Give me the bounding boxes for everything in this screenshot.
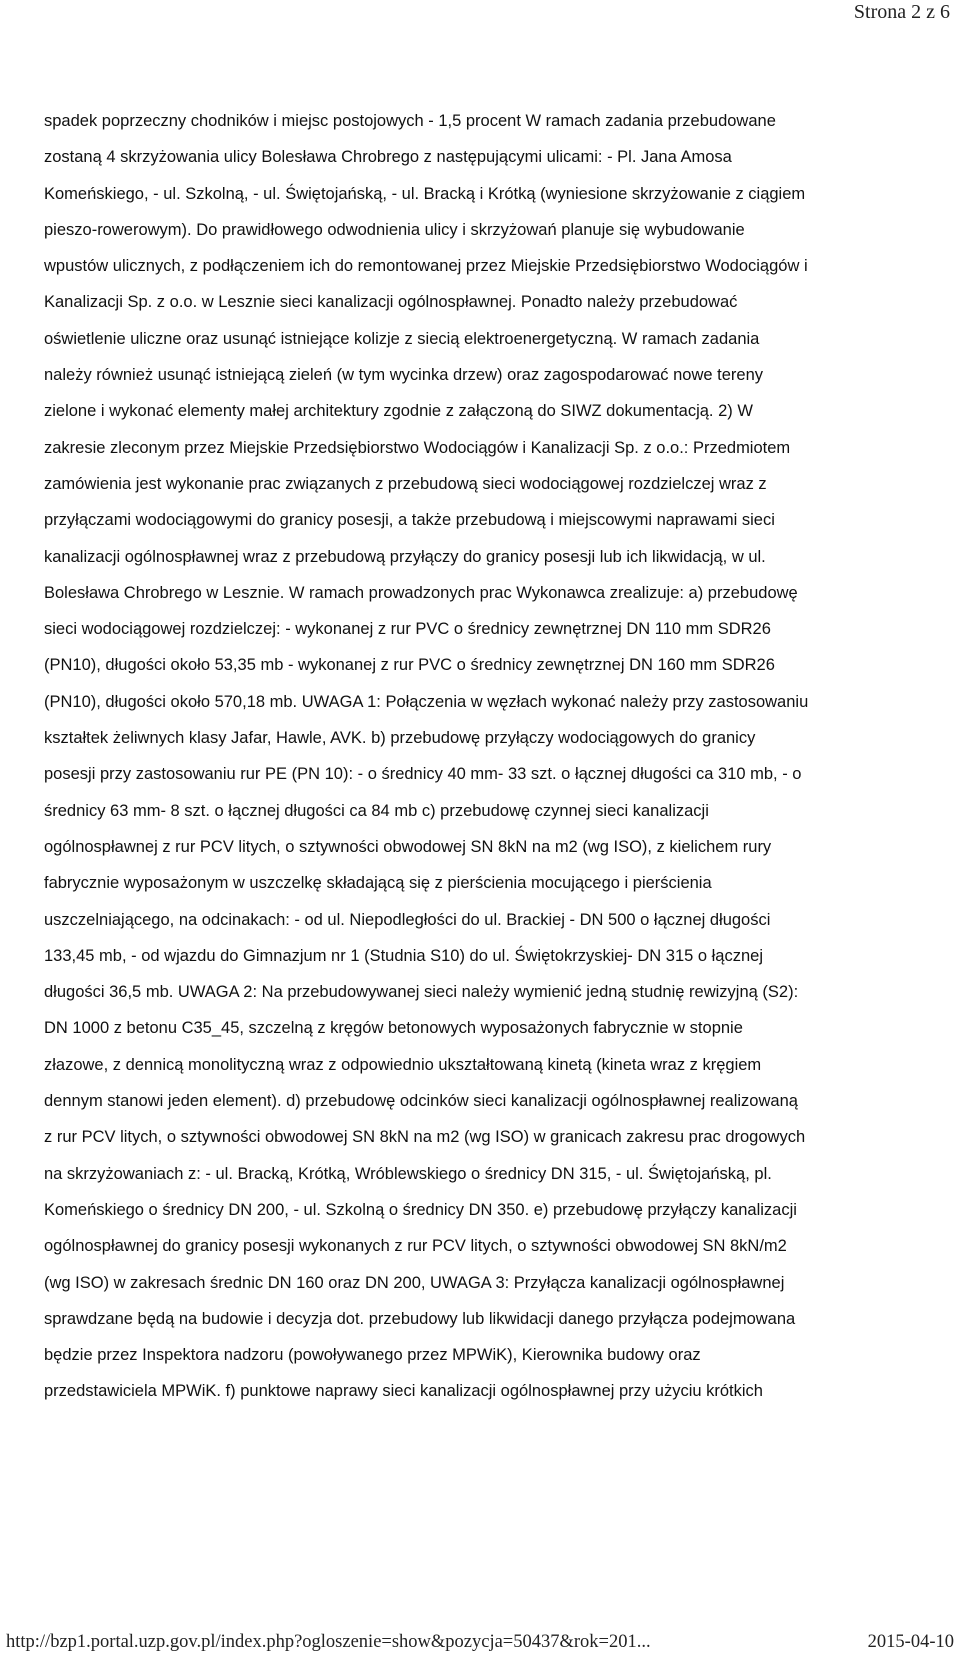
print-date: 2015-04-10 — [867, 1632, 954, 1652]
text-line: Kanalizacji Sp. z o.o. w Lesznie sieci kanalizacji ogólnospławnej. Ponadto należy przebudować — [44, 293, 738, 312]
document-body — [44, 103, 932, 1410]
text-line: dennym stanowi jeden element). d) przebudowę odcinków sieci kanalizacji ogólnospławnej realizowaną — [44, 1092, 798, 1111]
text-line: długości 36,5 mb. UWAGA 2: Na przebudowywanej sieci należy wymienić jedną studnię rewizyjną (S2): — [44, 983, 799, 1002]
text-line: na skrzyżowaniach z: - ul. Bracką, Krótką, Wróblewskiego o średnicy DN 315, - ul. Świętojańską, pl. — [44, 1164, 772, 1183]
text-line: zostaną 4 skrzyżowania ulicy Bolesława Chrobrego z następującymi ulicami: - Pl. Jana Amosa — [44, 148, 732, 167]
body-paragraph — [44, 103, 932, 1410]
text-line: (PN10), długości około 53,35 mb - wykonanej z rur PVC o średnicy zewnętrznej DN 160 mm SDR26 — [44, 656, 775, 675]
text-line: Komeńskiego o średnicy DN 200, - ul. Szkolną o średnicy DN 350. e) przebudowę przyłączy kanalizacji — [44, 1200, 797, 1219]
text-line: średnicy 63 mm- 8 szt. o łącznej długości ca 84 mb c) przebudowę czynnej sieci kanalizacji — [44, 801, 709, 820]
text-line: złazowe, z dennicą monolityczną wraz z odpowiednio ukształtowaną kinetą (kineta wraz z kręgiem — [44, 1055, 762, 1074]
text-line: kształtek żeliwnych klasy Jafar, Hawle, AVK. b) przebudowę przyłączy wodociągowych do granicy — [44, 729, 756, 748]
text-line: będzie przez Inspektora nadzoru (powoływanego przez MPWiK), Kierownika budowy oraz — [44, 1346, 701, 1365]
text-line: Bolesława Chrobrego w Lesznie. W ramach prowadzonych prac Wykonawca zrealizuje: a) przebudowę — [44, 583, 798, 602]
text-line: sieci wodociągowej rozdzielczej: - wykonanej z rur PVC o średnicy zewnętrznej DN 110 mm SDR26 — [44, 620, 771, 639]
text-line: pieszo-rowerowym). Do prawidłowego odwodnienia ulicy i skrzyżowań planuje się wybudowanie — [44, 220, 745, 239]
text-line: zamówienia jest wykonanie prac związanych z przebudową sieci wodociągowej rozdzielczej wraz z — [44, 474, 767, 493]
text-line: oświetlenie uliczne oraz usunąć istniejące kolizje z siecią elektroenergetyczną. W ramach zadania — [44, 329, 760, 348]
text-line: fabrycznie wyposażonym w uszczelkę składającą się z pierścienia mocującego i pierścienia — [44, 874, 712, 893]
text-line: sprawdzane będą na budowie i decyzja dot. przebudowy lub likwidacji danego przyłącza podejmowana — [44, 1309, 796, 1328]
text-line: ogólnospławnej do granicy posesji wykonanych z rur PCV litych, o sztywności obwodowej SN 8kN/m2 — [44, 1237, 787, 1256]
text-line: ogólnospławnej z rur PCV litych, o sztywności obwodowej SN 8kN na m2 (wg ISO), z kielichem rury — [44, 837, 772, 856]
text-line: (PN10), długości około 570,18 mb. UWAGA 1: Połączenia w węzłach wykonać należy przy zastosowaniu — [44, 692, 809, 711]
text-line: przedstawiciela MPWiK. f) punktowe naprawy sieci kanalizacji ogólnospławnej przy użyciu krótkich — [44, 1382, 763, 1401]
text-line: z rur PCV litych, o sztywności obwodowej SN 8kN na m2 (wg ISO) w granicach zakresu prac drogowych — [44, 1128, 806, 1147]
text-line: posesji przy zastosowaniu rur PE (PN 10): - o średnicy 40 mm- 33 szt. o łącznej długości ca 310 mb, - o — [44, 765, 802, 784]
text-line: Komeńskiego, - ul. Szkolną, - ul. Świętojańską, - ul. Bracką i Krótką (wyniesione skrzyżowanie z ciągiem — [44, 184, 806, 203]
text-line: DN 1000 z betonu C35_45, szczelną z kręgów betonowych wyposażonych fabrycznie w stopnie — [44, 1019, 743, 1038]
page-footer — [6, 1630, 954, 1654]
text-line: zielone i wykonać elementy małej architektury zgodnie z załączoną do SIWZ dokumentacją. 2) W — [44, 402, 753, 421]
text-line: należy również usunąć istniejącą zieleń (w tym wycinka drzew) oraz zagospodarować nowe tereny — [44, 366, 763, 385]
text-line: spadek poprzeczny chodników i miejsc postojowych - 1,5 procent W ramach zadania przebudowane — [44, 112, 776, 130]
text-line: zakresie zleconym przez Miejskie Przedsiębiorstwo Wodociągów i Kanalizacji Sp. z o.o.: Przedmiotem — [44, 438, 791, 457]
text-line: wpustów ulicznych, z podłączeniem ich do remontowanej przez Miejskie Przedsiębiorstwo Wodociągów i — [44, 257, 808, 276]
text-line: (wg ISO) w zakresach średnic DN 160 oraz DN 200, UWAGA 3: Przyłącza kanalizacji ogólnospławnej — [44, 1273, 785, 1292]
text-line: przyłączami wodociągowymi do granicy posesji, a także przebudową i miejscowymi naprawami sieci — [44, 511, 775, 530]
text-line: kanalizacji ogólnospławnej wraz z przebudową przyłączy do granicy posesji lub ich likwidacją, w ul. — [44, 547, 766, 566]
text-line: uszczelniającego, na odcinakach: - od ul. Niepodległości do ul. Brackiej - DN 500 o łącznej długości — [44, 910, 771, 929]
text-line: 133,45 mb, - od wjazdu do Gimnazjum nr 1 (Studnia S10) do ul. Świętokrzyskiej- DN 315 o łącznej — [44, 946, 764, 965]
page-number: Strona 2 z 6 — [853, 1, 950, 23]
source-url: http://bzp1.portal.uzp.gov.pl/index.php?ogloszenie=show&pozycja=50437&rok=201... — [6, 1632, 651, 1652]
